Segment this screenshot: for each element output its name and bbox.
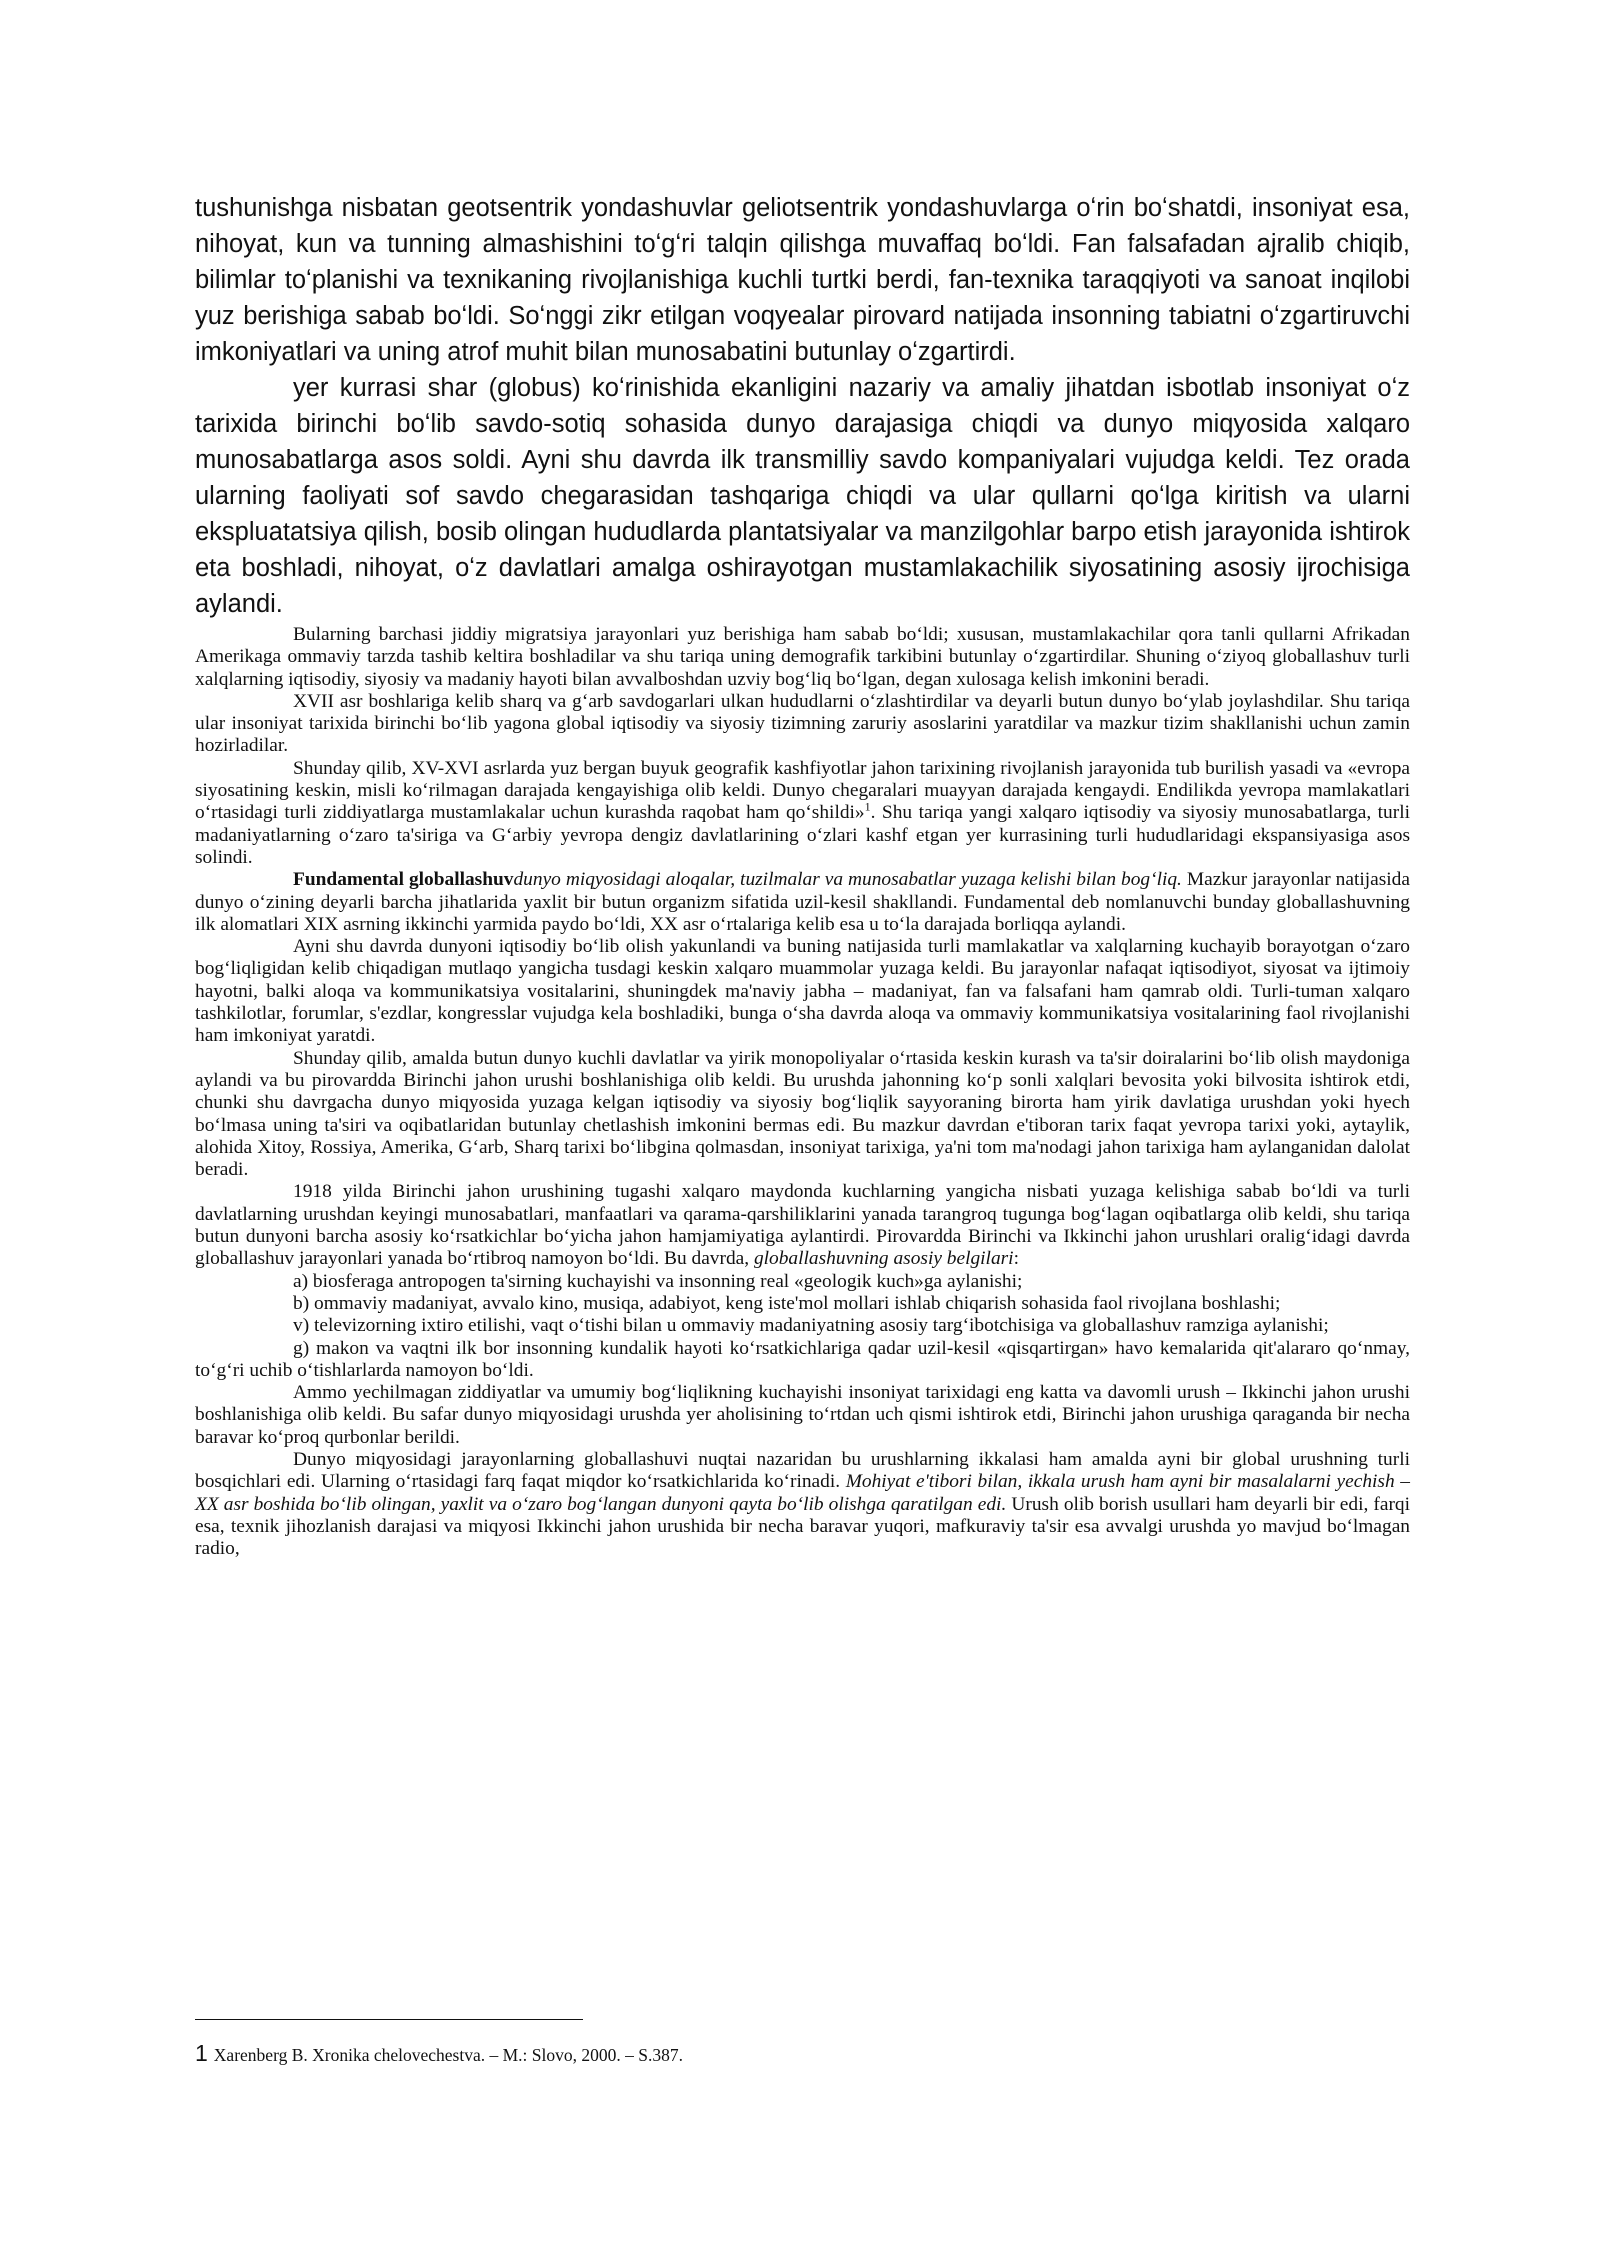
paragraph-migration: Bularning barchasi jiddiy migratsiya jarayonlari yuz berishiga ham sabab boʻldi; xususan, mustamlakachilar qora tanli qullarni Afrikadan Amerikaga ommaviy tarzda tashib keltira boshladilar va shu tariqa uning demografik tarkibini butunlay oʻzgartirdilar. Shuning oʻziyoq globallashuv turli xalqlarning iqtisodiy, siyosiy va madaniy hayoti bilan avvalboshdan uzviy bogʻliq boʻlgan, degan xulosaga kelish imkonini beradi. (195, 624, 1410, 690)
paragraph-1918 (195, 1181, 1410, 1270)
footnote-text: Xarenberg B. Xronika chelovechestva. – M.: Slovo, 2000. – S.387. (213, 2045, 683, 2065)
bold-term: Fundamental globallashuv (293, 869, 514, 891)
italic-phrase: globallashuvning asosiy belgilari (753, 1248, 1014, 1270)
paragraph-world-war-one: Shunday qilib, amalda butun dunyo kuchli davlatlar va yirik monopoliyalar oʻrtasida keskin kurash va ta'sir doiralarini boʻlib olish maydoniga aylandi va bu pirovardda Birinchi jahon urushi boshlanishiga olib keldi. Bu urushda jahonning koʻp sonli xalqlari bevosita yoki bilvosita ishtirok etdi, chunki shu davrgacha dunyo miqyosida yuzaga kelgan iqtisodiy va siyosiy bogʻliqlik sayyoraning birorta ham yirik davlatiga urushdan yoki hyech boʻlmasa uning ta'siri va oqibatlaridan butunlay chetlashish imkonini bermas edi. Bu mazkur davrdan e'tiboran tarix faqat yevropa tarixi yoki, aytaylik, alohida Xitoy, Rossiya, Amerika, Gʻarb, Sharq tarixi boʻlibgina qolmasdan, insoniyat tarixiga, ya'ni tom ma'nodagi jahon tarixiga ham aylanganidan dalolat beradi. (195, 1047, 1410, 1181)
paragraph-sans-1: tushunishga nisbatan geotsentrik yondashuvlar geliotsentrik yondashuvlarga oʻrin boʻshatdi, insoniyat esa, nihoyat, kun va tunning almashishini toʻgʻri talqin qilishga muvaffaq boʻldi. Fan falsafadan ajralib chiqib, bilimlar toʻplanishi va texnikaning rivojlanishiga kuchli turtki berdi, fan-texnika taraqqiyoti va sanoat inqilobi yuz berishiga sabab boʻldi. Soʻnggi zikr etilgan voqyealar pirovard natijada insonning tabiatni oʻzgartiruvchi imkoniyatlari va uning atrof muhit bilan munosabatini butunlay oʻzgartirdi. (195, 194, 1410, 366)
text-span: Dunyo miqyosidagi jarayonlarning globallashuvi nuqtai nazaridan bu urushlarning ikkalasi ham amalda ayni bir global urushning turli bosqichlari edi. Ularning oʻrtasidagi farq faqat miqdor koʻrsatkichlarida koʻrinadi. (195, 1448, 1410, 1493)
paragraph-economic-division: Ayni shu davrda dunyoni iqtisodiy boʻlib olish yakunlandi va buning natijasida turli mamlakatlar va xalqlarning kuchayib borayotgan oʻzaro bogʻliqligidan kelib chiqadigan mutlaqo yangicha tusdagi keskin xalqaro muammolar yuzaga keldi. Bu jarayonlar nafaqat iqtisodiyot, siyosat va ijtimoiy hayotni, balki aloqa va kommunikatsiya vositalarini, shuningdek ma'naviy jabha – madaniyat, fan va falsafani ham qamrab oldi. Turli-tuman xalqaro tashkilotlar, forumlar, s'ezdlar, kongresslar vujudga kela boshladiki, bunga oʻsha davrda aloqa va ommaviy kommunikatsiya vositalarining faol rivojlanishi ham imkoniyat yaratdi. (195, 936, 1410, 1047)
paragraph-global-war-stages (195, 1449, 1410, 1560)
footnote-reference[interactable]: 1 (864, 799, 871, 814)
footnote-number: 1 (195, 2040, 208, 2066)
list-item-v: v) televizorning ixtiro etilishi, vaqt oʻtishi bilan u ommaviy madaniyatning asosiy targʻibotchisiga va globallashuv ramziga aylanishi; (293, 1315, 1329, 1337)
text-span: : (1013, 1248, 1019, 1270)
text-span: 1918 yilda Birinchi jahon urushining tugashi xalqaro maydonda kuchlarning yangicha nisbati yuzaga kelishiga sabab boʻldi va turli davlatlarning urushdan keyingi munosabatlari, manfaatlari va qarama-qarshiliklarini yanada tarangroq tugunga bogʻlagan oqibatlarga olib keldi, shu tariqa butun dunyoni barcha asosiy koʻrsatkichlar boʻyicha jahon hamjamiyatiga aylantirdi. Pirovardda Birinchi va Ikkinchi jahon urushlari oraligʻidagi davrda globallashuv jarayonlari yanada boʻrtibroq namoyon boʻldi. Bu davrda, (195, 1181, 1410, 1270)
italic-phrase: Mohiyat e'tibori bilan, ikkala urush ham ayni bir masalalarni yechish – XX asr boshida boʻlib olingan, yaxlit va oʻzaro bogʻlangan dunyoni qayta boʻlib olishga qaratilgan edi. (195, 1471, 1411, 1515)
text-span: Shunday qilib, XV-XVI asrlarda yuz bergan buyuk geografik kashfiyotlar jahon tarixining rivojlanish jarayonida tub burilish yasadi va «evropa siyosatining keskin, misli koʻrilmagan darajada kengayishiga olib keldi. Dunyo chegaralari muayyan darajada kengaydi. Endilikda yevropa mamlakatlari oʻrtasidagi turli ziddiyatlarga mustamlakalar uchun kurashda raqobat ham qoʻshildi» (195, 757, 1410, 824)
paragraph-xvii-century: XVII asr boshlariga kelib sharq va gʻarb savdogarlari ulkan hududlarni oʻzlashtirdilar va deyarli butun dunyo boʻylab joylashdilar. Shu tariqa ular insoniyat tarixida birinchi boʻlib yagona global iqtisodiy va siyosiy tizimning zaruriy asoslarini yaratdilar va mazkur tizim shakllanishi uchun zamin hozirladilar. (195, 690, 1410, 757)
italic-definition: dunyo miqyosidagi aloqalar, tuzilmalar va munosabatlar yuzaga kelishi bilan bogʻliq. (513, 869, 1182, 891)
paragraph-fundamental-globalization (195, 869, 1410, 936)
paragraph-sans-2: yer kurrasi shar (globus) koʻrinishida ekanligini nazariy va amaliy jihatdan isbotlab insoniyat oʻz tarixida birinchi boʻlib savdo-sotiq sohasida dunyo darajasiga chiqdi va dunyo miqyosida xalqaro munosabatlarga asos soldi. Ayni shu davrda ilk transmilliy savdo kompaniyalari vujudga keldi. Tez orada ularning faoliyati sof savdo chegarasidan tashqariga chiqdi va ular qullarni qoʻlga kiritish va ularni ekspluatatsiya qilish, bosib olingan hududlarda plantatsiyalar va manzilgohlar barpo etish jarayonida ishtirok eta boshladi, nihoyat, oʻz davlatlari amalga oshirayotgan mustamlakachilik siyosatining asosiy ijrochisiga aylandi. (195, 374, 1410, 618)
list-item-a: a) biosferaga antropogen ta'sirning kuchayishi va insonning real «geologik kuch»ga aylanishi; (293, 1270, 1023, 1292)
text-span: . Shu tariqa yangi xalqaro iqtisodiy va siyosiy munosabatlarga, turli madaniyatlarning oʻzaro ta'siriga va Gʻarbiy yevropa dengiz davlatlarining oʻzlari kashf etgan yer kurrasining turli hududlaridagi ekspansiyasiga asos solindi. (195, 802, 1410, 868)
footnote-separator (195, 2019, 583, 2020)
text-span: Mazkur jarayonlar natijasida dunyo oʻzining deyarli barcha jihatlarida yaxlit bir butun organizm sifatida uzil-kesil shakllandi. Fundamental deb nomlanuvchi bunday globallashuvning ilk alomatlari XIX asrning ikkinchi yarmida paydo boʻldi, XX asr oʻrtalariga kelib esa u toʻla darajada borliqqa aylandi. (195, 869, 1410, 935)
document-body (195, 190, 1410, 1560)
footnote (195, 2042, 1410, 2066)
list-item-g: g) makon va vaqtni ilk bor insonning kundalik hayoti koʻrsatkichlariga qadar uzil-kesil «qisqartirgan» havo kemalarida qit'alararo qoʻnmay, toʻgʻri uchib oʻtishlarlarda namoyon boʻldi. (195, 1337, 1410, 1381)
paragraph-world-war-two: Ammo yechilmagan ziddiyatlar va umumiy bogʻliqlikning kuchayishi insoniyat tarixidagi eng katta va davomli urush – Ikkinchi jahon urushi boshlanishiga olib keldi. Bu safar dunyo miqyosidagi urushda yer aholisining toʻrtdan uch qismi ishtirok etdi, Birinchi jahon urushiga qaraganda bir necha baravar koʻproq qurbonlar berildi. (195, 1382, 1410, 1448)
list-item-b: b) ommaviy madaniyat, avvalo kino, musiqa, adabiyot, keng iste'mol mollari ishlab chiqarish sohasida faol rivojlana boshlashi; (293, 1292, 1281, 1314)
text-span: Urush olib borish usullari ham deyarli bir edi, farqi esa, texnik jihozlanish darajasi va miqyosi Ikkinchi jahon urushida bir necha baravar yuqori, mafkuraviy ta'sir esa avvalgi urushda yo mavjud boʻlmagan radio, (195, 1493, 1410, 1560)
paragraph-geographic-discoveries (195, 758, 1410, 869)
